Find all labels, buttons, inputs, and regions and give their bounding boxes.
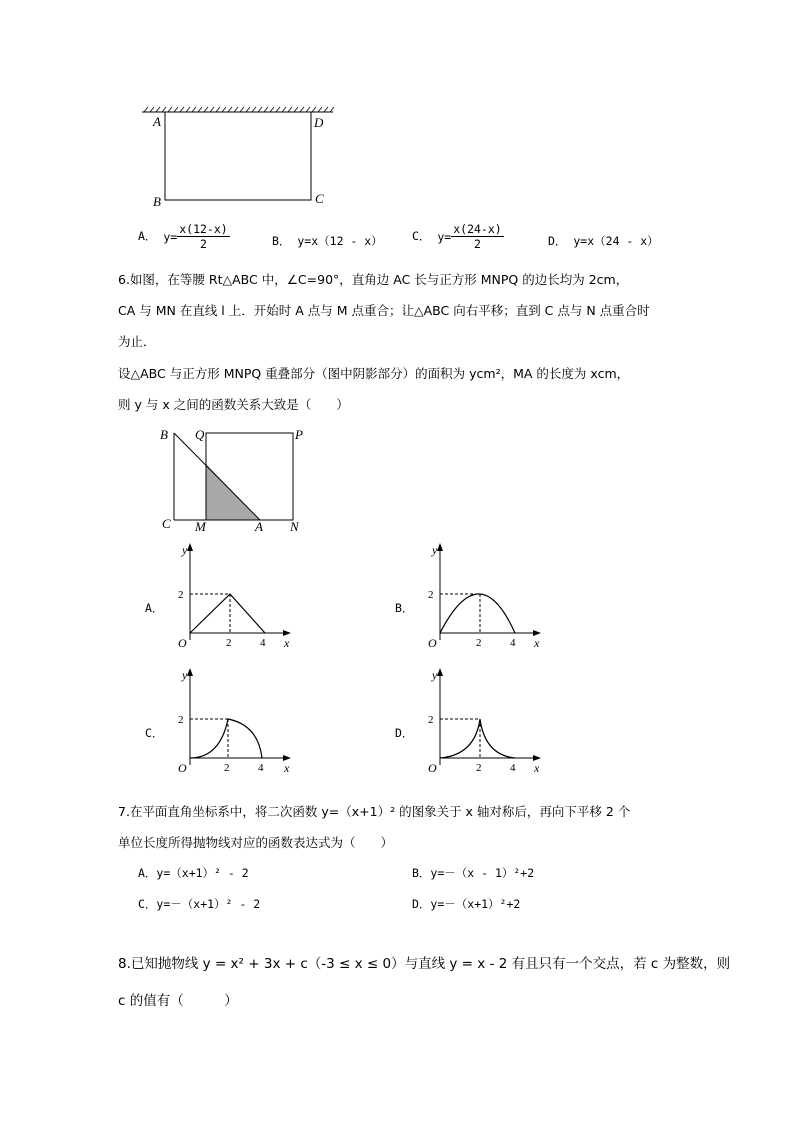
origin-label: O: [428, 636, 437, 650]
q6-label-q: Q: [195, 427, 205, 442]
q7-option-a[interactable]: A．y=（x+1）² - 2: [138, 866, 249, 880]
x-tick-4: 4: [260, 637, 266, 649]
q6-label-a: A: [255, 519, 263, 534]
y-axis-label: y: [432, 668, 438, 682]
y-tick-2: 2: [178, 714, 184, 726]
option-prefix: y=: [163, 229, 178, 244]
option-letter: B．: [272, 234, 291, 248]
origin-label: O: [428, 761, 437, 775]
y-axis-label: y: [432, 543, 438, 557]
q8-line-2: c 的值有（ ）: [118, 993, 238, 1009]
q6-line-1: 6.如图，在等腰 Rt△ABC 中，∠C=90°，直角边 AC 长与正方形 MNPQ 的边长均为 2cm，: [118, 272, 629, 287]
fraction: [177, 222, 229, 251]
q5-option-d[interactable]: [548, 233, 659, 249]
q6-option-c-label[interactable]: C．: [145, 726, 164, 740]
q5-label-d: D: [314, 115, 324, 130]
q6-graph-c[interactable]: [170, 665, 300, 775]
ceiling-hatch: [144, 107, 334, 112]
x-axis-label: x: [534, 761, 540, 775]
q6-label-c: C: [162, 516, 171, 531]
q6-option-b-label[interactable]: B．: [395, 601, 414, 615]
q7-line-1: 7.在平面直角坐标系中，将二次函数 y=（x+1）² 的图象关于 x 轴对称后，再向下平移 2 个: [118, 804, 631, 819]
graph-curve: [190, 719, 262, 758]
q7-option-b[interactable]: B．y=－（x - 1）²+2: [412, 866, 535, 880]
denominator: 2: [200, 237, 207, 251]
denominator: 2: [474, 237, 481, 251]
q7-option-d[interactable]: D．y=－（x+1）²+2: [412, 897, 521, 911]
q5-label-a: A: [153, 114, 161, 129]
q6-option-a-label[interactable]: A．: [145, 601, 164, 615]
q6-figure: [160, 425, 310, 525]
x-tick-2: 2: [226, 637, 232, 649]
y-tick-2: 2: [428, 714, 434, 726]
option-letter: A．: [138, 229, 157, 243]
origin-label: O: [178, 761, 187, 775]
q6-line-3: 为止．: [118, 334, 156, 349]
q7-line-2: 单位长度所得抛物线对应的函数表达式为（ ）: [118, 835, 394, 850]
x-tick-4: 4: [258, 762, 264, 774]
y-axis-label: y: [182, 543, 188, 557]
x-axis-label: x: [534, 636, 540, 650]
q6-label-n: N: [290, 519, 299, 534]
q6-line-2: CA 与 MN 在直线 l 上．开始时 A 点与 M 点重合；让△ABC 向右平移；直到 C 点与 N 点重合时: [118, 303, 650, 318]
numerator: x(24-x): [453, 222, 502, 236]
x-tick-2: 2: [476, 637, 482, 649]
q6-label-p: P: [295, 427, 303, 442]
q6-line-5: 则 y 与 x 之间的函数关系大致是（ ）: [118, 397, 349, 412]
origin-label: O: [178, 636, 187, 650]
q5-label-c: C: [315, 191, 324, 206]
graph-curve: [190, 594, 265, 633]
option-expression: y=x（24 - x）: [573, 234, 659, 248]
q7-option-c[interactable]: C．y=－（x+1）² - 2: [138, 897, 261, 911]
q5-option-a[interactable]: [138, 222, 230, 251]
fraction: [451, 222, 503, 251]
rectangle-abcd: [165, 112, 311, 200]
q5-label-b: B: [153, 194, 161, 209]
q8-line-1: 8.已知抛物线 y = x² + 3x + c（-3 ≤ x ≤ 0）与直线 y = x - 2 有且只有一个交点，若 c 为整数，则: [118, 956, 731, 972]
q6-graph-b[interactable]: [420, 540, 550, 650]
y-axis-label: y: [182, 668, 188, 682]
option-prefix: y=: [437, 229, 452, 244]
x-tick-4: 4: [510, 762, 516, 774]
q5-option-b[interactable]: [272, 233, 383, 249]
x-axis-label: x: [284, 636, 290, 650]
q5-option-c[interactable]: [412, 222, 504, 251]
q6-option-d-label[interactable]: D．: [395, 726, 414, 740]
q6-label-b: B: [160, 427, 168, 442]
q6-label-m: M: [195, 519, 206, 534]
numerator: x(12-x): [179, 222, 228, 236]
x-tick-2: 2: [476, 762, 482, 774]
y-tick-2: 2: [178, 589, 184, 601]
option-letter: C．: [412, 229, 431, 243]
x-axis-label: x: [284, 761, 290, 775]
x-tick-2: 2: [224, 762, 230, 774]
q6-graph-d[interactable]: [420, 665, 550, 775]
graph-curve: [440, 594, 515, 633]
q6-graph-a[interactable]: [170, 540, 300, 650]
option-letter: D．: [548, 234, 567, 248]
x-tick-4: 4: [510, 637, 516, 649]
q6-line-4: 设△ABC 与正方形 MNPQ 重叠部分（图中阴影部分）的面积为 ycm²，MA 的长度为 xcm，: [118, 366, 630, 381]
option-expression: y=x（12 - x）: [297, 234, 383, 248]
graph-curve: [440, 719, 515, 758]
y-tick-2: 2: [428, 589, 434, 601]
